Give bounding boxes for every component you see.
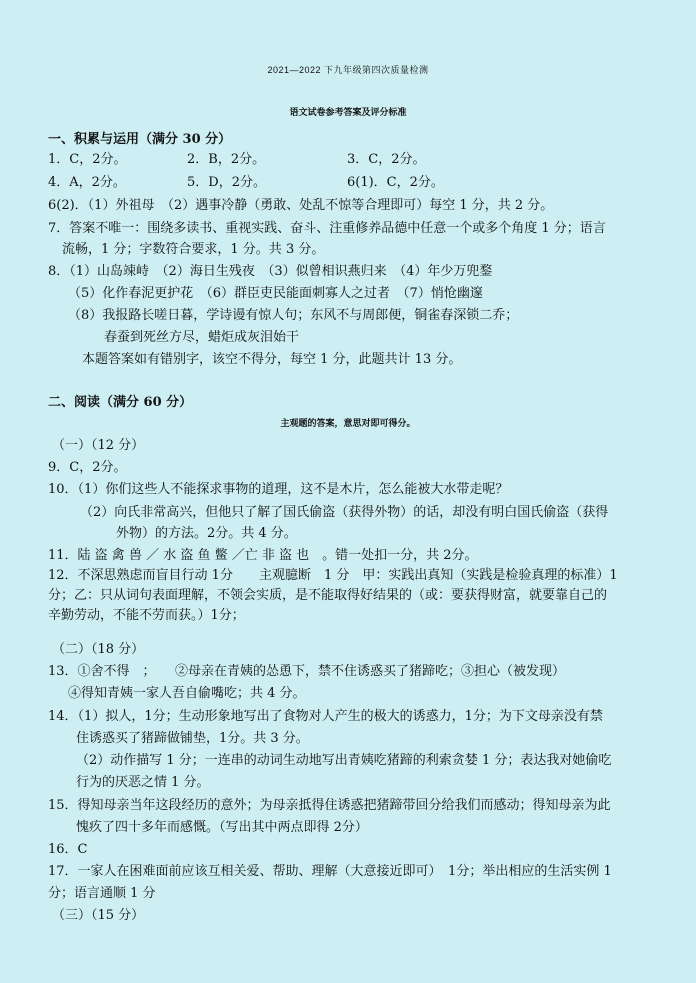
answer-q15-line1: 15．得知母亲当年这段经历的意外；为母亲抵得住诱惑把猪蹄带回分给我们而感动；得知母亲为此 bbox=[48, 798, 611, 813]
answer-q14-line1: 14．（1）拟人，1分；生动形象地写出了食物对人产生的极大的诱惑力，1分；为下文母亲没有禁 bbox=[48, 709, 603, 724]
answer-q5: 5．D，2分。 bbox=[187, 175, 266, 190]
answer-q12-line3: 辛勤劳动，不能不劳而获。）1分； bbox=[48, 608, 245, 623]
part-heading-3: （三）（15 分） bbox=[52, 908, 145, 923]
answer-q14-line3: （2）动作描写 1 分；一连串的动词生动地写出青姨吃猪蹄的利索贪婪 1 分；表达我对她偷吃 bbox=[76, 753, 612, 768]
answer-q3: 3．C，2分。 bbox=[347, 152, 426, 167]
answer-q4: 4．A，2分。 bbox=[48, 175, 126, 190]
answer-q7-line1: 7．答案不唯一：围绕多读书、重视实践、奋斗、注重修养品德中任意一个或多个角度 1 分；语言 bbox=[48, 221, 606, 236]
answer-q10-line3: 外物）的方法。2分。共 4 分。 bbox=[116, 526, 297, 541]
section-heading-2: 二、阅读（满分 60 分） bbox=[48, 395, 193, 410]
answer-q17-line2: 分；语言通顺 1 分 bbox=[48, 886, 156, 901]
answer-q13-line1: 13．①舍不得 ； ②母亲在青姨的怂恿下，禁不住诱惑买了猪蹄吃；③担心（被发现） bbox=[48, 664, 566, 679]
answer-q14-line2: 住诱惑买了猪蹄做铺垫，1分。共 3 分。 bbox=[76, 731, 309, 746]
answer-q8-line4: 春蚕到死丝方尽，蜡炬成灰泪始干 bbox=[104, 330, 300, 345]
answer-q1: 1．C，2分。 bbox=[48, 152, 127, 167]
answer-q9: 9．C，2分。 bbox=[48, 460, 127, 475]
section-heading-1: 一、积累与运用（满分 30 分） bbox=[48, 132, 232, 147]
answer-q12-line1: 12．不深思熟虑而盲目行动 1分 主观臆断 1 分 甲：实践出真知（实践是检验真理的标准）1 bbox=[48, 568, 618, 583]
answer-q13-line2: ④得知青姨一家人吾自偷嘴吃；共 4 分。 bbox=[68, 686, 306, 701]
answer-q6-1: 6(1)．C，2分。 bbox=[347, 175, 444, 190]
answer-q7-line2: 流畅，1 分；字数符合要求，1 分。共 3 分。 bbox=[62, 242, 325, 257]
answer-q16: 16．C bbox=[48, 842, 88, 857]
answer-q6-2: 6(2)．（1）外祖母 （2）遇事冷静（勇敢、处乱不惊等合理即可）每空 1 分，共 2 分。 bbox=[48, 198, 554, 213]
page-subtitle: 语文试卷参考答案及评分标准 bbox=[289, 108, 407, 118]
answer-q8-note: 本题答案如有错别字，该空不得分，每空 1 分，此题共计 13 分。 bbox=[82, 352, 462, 367]
answer-q8-line3: （8）我报路长嗟日暮，学诗谩有惊人句；东风不与周郎便，铜雀春深锁二乔； bbox=[68, 308, 519, 323]
answer-q12-line2: 分；乙：只从词句表面理解，不领会实质，是不能取得好结果的（或：要获得财富，就要靠自己的 bbox=[48, 588, 608, 603]
answer-q11: 11．陆 盗 禽 兽 ／ 水 盗 鱼 鳖 ／亡 非 盗 也 。错一处扣一分，共 2分。 bbox=[48, 548, 478, 563]
page-title: 2021—2022 下九年级第四次质量检测 bbox=[267, 65, 429, 75]
answer-q10-line2: （2）向氏非常高兴，但他只了解了国氏偷盗（获得外物）的话，却没有明白国氏偷盗（获得 bbox=[80, 505, 609, 520]
grading-note: 主观题的答案，意思对即可得分。 bbox=[280, 419, 416, 429]
part-heading-2: （二）（18 分） bbox=[52, 642, 145, 657]
answer-q2: 2．B，2分。 bbox=[187, 152, 266, 167]
answer-q17-line1: 17．一家人在困难面前应该互相关爱、帮助、理解（大意接近即可） 1分；举出相应的生活实例 1 bbox=[48, 864, 612, 879]
answer-q10-line1: 10．（1）你们这些人不能探求事物的道理，这不是木片，怎么能被大水带走呢？ bbox=[48, 482, 509, 497]
answer-q8-line1: 8．（1）山岛竦峙 （2）海日生残夜 （3）似曾相识燕归来 （4）年少万兜鍪 bbox=[48, 264, 493, 279]
answer-q15-line2: 愧疚了四十多年而感慨。（写出其中两点即得 2分） bbox=[76, 820, 368, 835]
answer-q8-line2: （5）化作春泥更护花 （6）群臣吏民能面刺寡人之过者 （7）悄怆幽邃 bbox=[68, 286, 483, 301]
answer-q14-line4: 行为的厌恶之情 1 分。 bbox=[76, 775, 210, 790]
part-heading-1: （一）（12 分） bbox=[52, 438, 145, 453]
